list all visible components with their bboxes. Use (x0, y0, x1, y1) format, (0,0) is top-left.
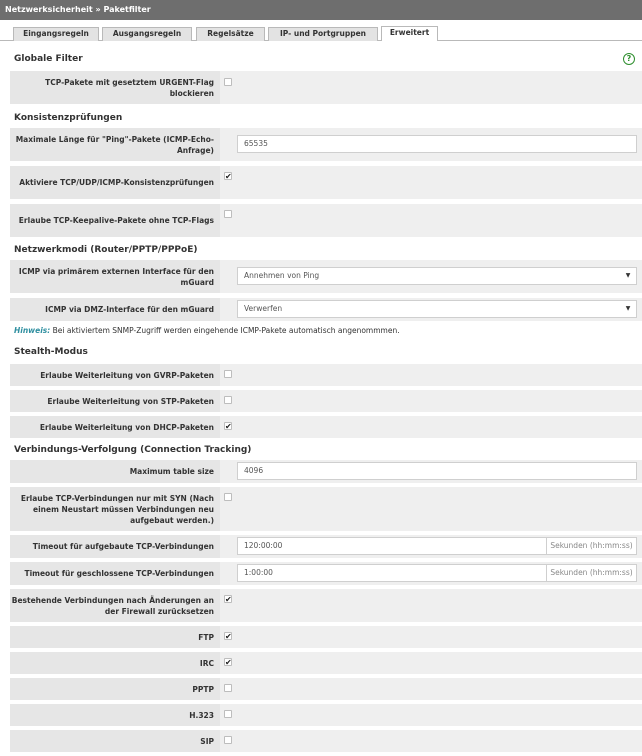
urgent-flag-checkbox[interactable] (224, 78, 232, 86)
irc-label: IRC (10, 652, 220, 674)
tab-ip-port-groups[interactable]: IP- und Portgruppen (268, 27, 378, 41)
row-sip (10, 730, 642, 752)
icmp-external-select[interactable] (237, 267, 637, 285)
section-global-filter: Globale Filter (14, 54, 83, 64)
timeout-established-unit: Sekunden (hh:mm:ss) (547, 537, 637, 555)
icmp-dmz-value: Verwerfen (244, 304, 283, 313)
stp-label: Erlaube Weiterleitung von STP-Paketen (10, 390, 220, 412)
dhcp-checkbox[interactable]: ✔ (225, 422, 232, 431)
breadcrumb-packet-filter: Paketfilter (103, 5, 151, 14)
row-irc (10, 652, 642, 674)
row-ftp (10, 626, 642, 648)
reset-connections-checkbox[interactable]: ✔ (225, 595, 232, 604)
tab-incoming-rules[interactable]: Eingangsregeln (13, 27, 99, 41)
row-pptp (10, 678, 642, 700)
row-urgent-flag (10, 71, 642, 104)
ftp-checkbox[interactable]: ✔ (225, 632, 232, 641)
gvrp-label: Erlaube Weiterleitung von GVRP-Paketen (10, 364, 220, 386)
row-stp (10, 390, 642, 412)
pptp-label: PPTP (10, 678, 220, 700)
timeout-closed-input[interactable]: 1:00:00 (237, 564, 547, 582)
row-syn-only (10, 487, 642, 531)
hint-text: Bei aktiviertem SNMP-Zugriff werden eingehende ICMP-Pakete automatisch angenommmen. (52, 326, 400, 335)
section-consistency: Konsistenzprüfungen (14, 113, 123, 123)
row-keepalive (10, 204, 642, 237)
max-table-size-input[interactable]: 4096 (237, 462, 637, 480)
section-connection-tracking: Verbindungs-Verfolgung (Connection Tracking) (14, 445, 252, 455)
keepalive-checkbox[interactable] (224, 210, 232, 218)
tab-advanced[interactable]: Erweitert (381, 26, 438, 41)
help-icon[interactable]: ? (623, 53, 635, 65)
row-max-table-size (10, 460, 642, 483)
row-timeout-established (10, 535, 642, 558)
urgent-flag-label: TCP-Pakete mit gesetztem URGENT-Flag blockieren (10, 71, 220, 104)
reset-connections-label: Bestehende Verbindungen nach Änderungen an der Firewall zurücksetzen (10, 589, 220, 622)
max-table-size-label: Maximum table size (10, 460, 220, 483)
icmp-dmz-select[interactable] (237, 300, 637, 318)
icmp-consistency-label: Aktiviere TCP/UDP/ICMP-Konsistenzprüfungen (10, 166, 220, 199)
tab-bar (0, 20, 642, 41)
ping-length-label: Maximale Länge für "Ping"-Pakete (ICMP-Echo-Anfrage) (10, 128, 220, 161)
timeout-closed-label: Timeout für geschlossene TCP-Verbindungen (10, 562, 220, 585)
tab-outgoing-rules[interactable]: Ausgangsregeln (102, 27, 192, 41)
row-timeout-closed (10, 562, 642, 585)
hint-prefix: Hinweis: (14, 326, 51, 335)
tab-rule-sets[interactable]: Regelsätze (196, 27, 265, 41)
sip-checkbox[interactable] (224, 736, 232, 744)
syn-only-checkbox[interactable] (224, 493, 232, 501)
row-ping-length (10, 128, 642, 161)
timeout-closed-unit: Sekunden (hh:mm:ss) (547, 564, 637, 582)
row-icmp-dmz (10, 298, 642, 321)
chevron-down-icon: ▼ (625, 272, 631, 279)
row-gvrp (10, 364, 642, 386)
icmp-external-label: ICMP via primärem externen Interface für den mGuard (10, 260, 220, 293)
breadcrumb-separator: » (95, 5, 101, 14)
h323-label: H.323 (10, 704, 220, 726)
chevron-down-icon: ▼ (625, 305, 631, 312)
row-h323 (10, 704, 642, 726)
row-dhcp (10, 416, 642, 438)
irc-checkbox[interactable]: ✔ (225, 658, 232, 667)
section-stealth: Stealth-Modus (14, 347, 88, 357)
syn-only-label: Erlaube TCP-Verbindungen nur mit SYN (Nach einem Neustart müssen Verbindungen neu aufgebaut werden.) (10, 487, 220, 531)
stp-checkbox[interactable] (224, 396, 232, 404)
h323-checkbox[interactable] (224, 710, 232, 718)
keepalive-label: Erlaube TCP-Keepalive-Pakete ohne TCP-Flags (10, 204, 220, 237)
dhcp-label: Erlaube Weiterleitung von DHCP-Paketen (10, 416, 220, 438)
snmp-hint (14, 326, 400, 335)
icmp-external-value: Annehmen von Ping (244, 271, 320, 280)
gvrp-checkbox[interactable] (224, 370, 232, 378)
row-reset-connections (10, 589, 642, 622)
section-network-modes: Netzwerkmodi (Router/PPTP/PPPoE) (14, 245, 198, 255)
ping-length-input[interactable]: 65535 (237, 135, 637, 153)
breadcrumb-network-security[interactable]: Netzwerksicherheit (5, 5, 93, 14)
row-icmp-consistency (10, 166, 642, 199)
ftp-label: FTP (10, 626, 220, 648)
row-icmp-external (10, 260, 642, 293)
icmp-consistency-checkbox[interactable]: ✔ (225, 172, 232, 181)
breadcrumb (0, 0, 642, 20)
pptp-checkbox[interactable] (224, 684, 232, 692)
timeout-established-label: Timeout für aufgebaute TCP-Verbindungen (10, 535, 220, 558)
timeout-established-input[interactable]: 120:00:00 (237, 537, 547, 555)
icmp-dmz-label: ICMP via DMZ-Interface für den mGuard (10, 298, 220, 321)
sip-label: SIP (10, 730, 220, 752)
